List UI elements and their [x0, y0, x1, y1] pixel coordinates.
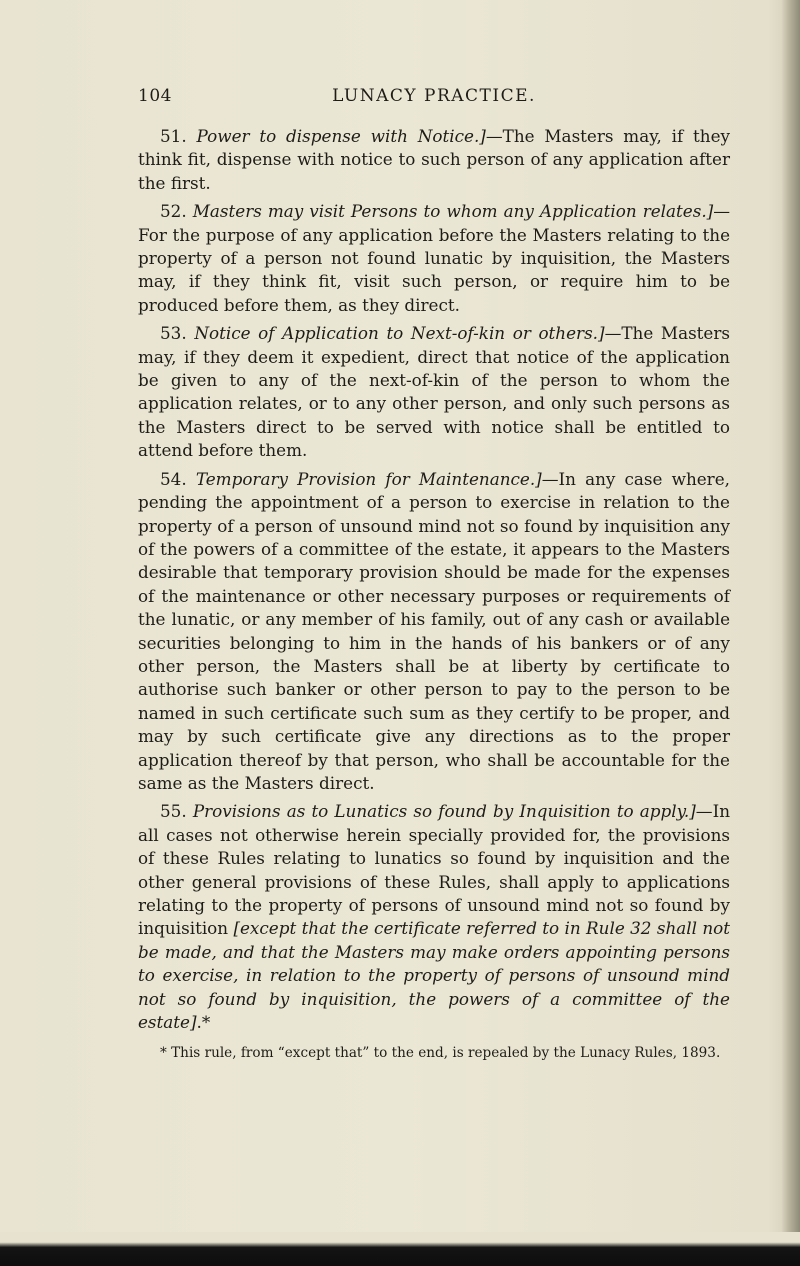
section-title: Notice of Application to Next-of-kin or others.] — [194, 323, 605, 344]
section-body: —In any case where, pending the appointment of a person to exercise in relation to the property of a person of unsound mind not so found by inquisition any of the powers of a committee of the estate, it appears to the Masters desirable that temporary provision should be made for the expenses of the maintenance or other necessary purposes or requirements of the lunatic, or any member of his family, out of any cash or available securities belonging to him in the hands of his bankers or of any other person, the Masters shall be at liberty by certificate to authorise such banker or other person to pay to the person to be named in such certificate such sum as they certify to be proper, and may by such certificate give any directions as to the proper application thereof by that person, who shall be accountable for the same as the Masters direct. — [138, 468, 730, 793]
section-number: 52. — [160, 201, 187, 222]
page-binding-edge — [782, 0, 800, 1266]
section-title: Power to dispense with Notice.] — [196, 126, 486, 146]
section-title: Masters may visit Persons to whom any Application relates.] — [192, 201, 714, 222]
section-number: 53. — [160, 323, 187, 344]
page-header — [138, 86, 730, 114]
section-53 — [138, 322, 730, 462]
section-body: —The Masters may, if they deem it expedient, direct that notice of the application be given to any of the next-of-kin of the person to whom the application relates, or to any other person, and only such persons as the Masters direct to be served with notice shall be entitled to attend before them. — [138, 323, 730, 461]
section-body: —For the purpose of any application before the Masters relating to the property of a person not found lunatic by inquisition, the Masters may, if they think fit, visit such person, or require him to be produced before them, as they direct. — [138, 201, 730, 315]
section-number: 54. — [160, 468, 187, 489]
section-title: Provisions as to Lunatics so found by Inquisition to apply.] — [192, 801, 696, 822]
footnote: * This rule, from “except that” to the end, is repealed by the Lunacy Rules, 1893. — [160, 1045, 721, 1062]
section-52 — [138, 200, 730, 317]
section-title: Temporary Provision for Maintenance.] — [195, 468, 542, 489]
page-content — [138, 125, 730, 1077]
section-body: —The Masters may, if they think fit, dispense with notice to such person of any application after the first. — [138, 126, 730, 193]
section-number: 55. — [160, 801, 187, 822]
scan-bottom-edge — [0, 1232, 800, 1266]
page-number: 104 — [138, 86, 172, 106]
section-51 — [138, 125, 730, 195]
section-54 — [138, 468, 730, 796]
section-55 — [138, 800, 730, 1034]
section-body: —In all cases not otherwise herein specially provided for, the provisions of these Rules relating to lunatics so found by inquisition and the other general provisions of these Rules, shall apply to applications relating to the property of persons of unsound mind not so found by inquisition — [138, 801, 730, 939]
repealed-bracket-text: [except that the certificate referred to in Rule 32 shall not be made, and that the Masters may make orders appointing persons to exercise, in relation to the property of persons of unsound mind not so found by inquisition, the powers of a committee of the estate] — [138, 918, 730, 1033]
running-head: LUNACY PRACTICE. — [332, 86, 536, 106]
section-number: 51. — [160, 126, 187, 146]
footnote-marker: .* — [196, 1012, 211, 1033]
